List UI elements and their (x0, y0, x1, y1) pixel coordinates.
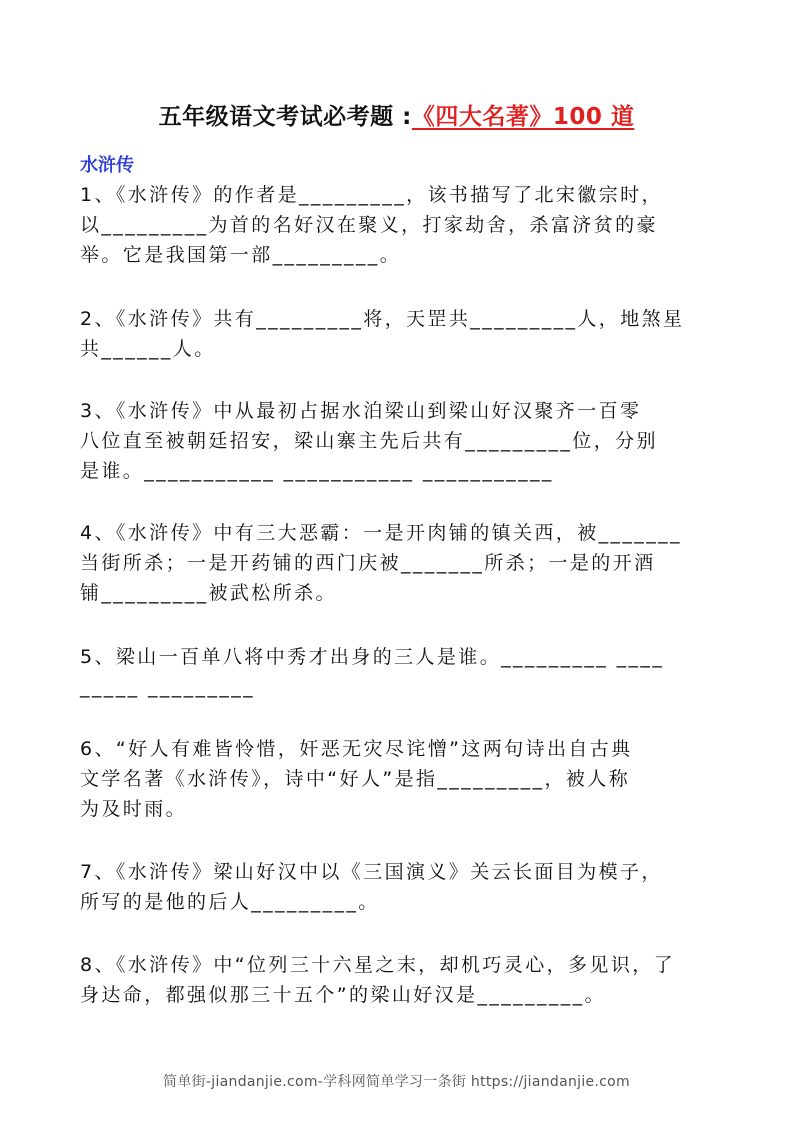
question-7 (80, 857, 720, 917)
question-line: 6、“好人有难皆怜惜，奸恶无灾尽诧憎”这两句诗出自古典 (80, 738, 633, 760)
question-line: _____ _________ (80, 676, 256, 698)
question-line: 5、梁山一百单八将中秀才出身的三人是谁。_________ ____ (80, 646, 665, 668)
question-line: 举。它是我国第一部_________。 (80, 244, 402, 266)
question-line: 文学名著《水浒传》，诗中“好人”是指_________，被人称 (80, 768, 631, 790)
title-highlight: 《四大名著》100 道 (411, 104, 635, 130)
question-5 (80, 642, 720, 702)
question-line: 为及时雨。 (80, 798, 188, 820)
question-line: 以_________为首的名好汉在聚义，打家劫舍，杀富济贫的豪 (80, 214, 658, 236)
footer-watermark: 简单街-jiandanjie.com-学科网简单学习一条街 https://jiandanjie.com (163, 1074, 630, 1090)
question-6 (80, 734, 720, 824)
question-line: 铺_________被武松所杀。 (80, 582, 337, 604)
question-2 (80, 304, 720, 364)
question-8 (80, 950, 720, 1010)
question-3 (80, 396, 720, 486)
question-line: 8、《水浒传》中“位列三十六星之末，却机巧灵心，多见识，了 (80, 954, 676, 976)
section-heading: 水浒传 (80, 155, 134, 176)
question-line: 7、《水浒传》梁山好汉中以《三国演义》关云长面目为模子， (80, 861, 663, 883)
title-prefix: 五年级语文考试必考题 : (158, 104, 412, 130)
question-line: 八位直至被朝廷招安，梁山寨主先后共有_________位，分别 (80, 430, 658, 452)
question-line: 2、《水浒传》共有_________将，天罡共_________人，地煞星 (80, 308, 685, 330)
question-line: 身达命，都强似那三十五个”的梁山好汉是_________。 (80, 984, 606, 1006)
question-4 (80, 518, 720, 608)
question-1 (80, 180, 720, 270)
question-line: 当街所杀；一是开药铺的西门庆被_______所杀；一是的开酒 (80, 552, 656, 574)
page-title (0, 98, 793, 131)
question-line: 1、《水浒传》的作者是_________，该书描写了北宋徽宗时， (80, 184, 663, 206)
question-line: 4、《水浒传》中有三大恶霸：一是开肉铺的镇关西，被_______ (80, 522, 682, 544)
question-line: 3、《水浒传》中从最初占据水泊梁山到梁山好汉聚齐一百零 (80, 400, 642, 422)
question-line: 是谁。___________ ___________ ___________ (80, 460, 554, 482)
question-line: 所写的是他的后人_________。 (80, 891, 380, 913)
question-line: 共______人。 (80, 338, 216, 360)
